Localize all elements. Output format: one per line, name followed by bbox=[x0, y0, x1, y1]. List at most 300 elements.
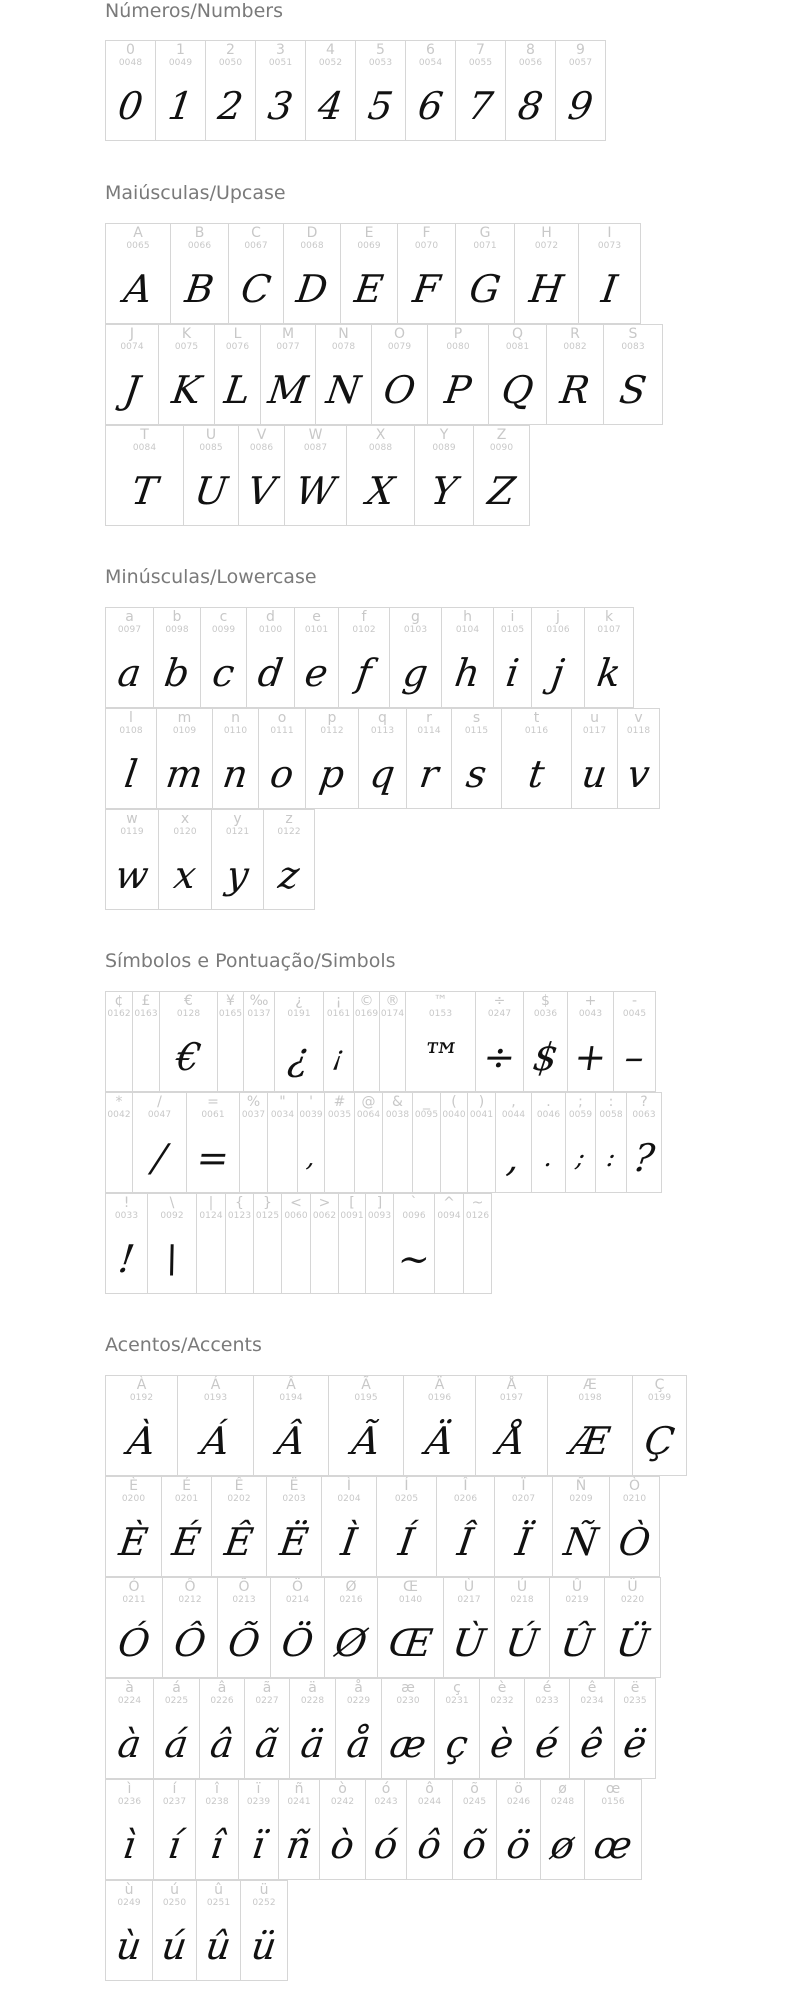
glyph-cell bbox=[195, 1779, 239, 1880]
glyph-preview: à bbox=[115, 1722, 144, 1766]
glyph-code-label: 0097 bbox=[117, 625, 142, 635]
glyph-cell bbox=[403, 1375, 476, 1476]
glyph-cell bbox=[105, 1193, 148, 1294]
glyph-cell bbox=[441, 607, 494, 708]
glyph-code-label: 0162 bbox=[107, 1009, 131, 1019]
glyph-code-label: 0236 bbox=[117, 1797, 142, 1807]
glyph-code-label: 0247 bbox=[487, 1009, 512, 1019]
glyph-character-label: d bbox=[266, 609, 275, 625]
glyph-preview: Ó bbox=[115, 1621, 153, 1665]
glyph-cell bbox=[244, 1678, 290, 1779]
glyph-character-label: v bbox=[634, 710, 643, 726]
glyph-cell bbox=[217, 1577, 271, 1678]
glyph-preview: A bbox=[121, 267, 155, 311]
glyph-cell bbox=[147, 1193, 197, 1294]
glyph-cell bbox=[294, 607, 339, 708]
glyph-code-label: 0122 bbox=[277, 827, 301, 837]
glyph-code-label: 0044 bbox=[501, 1110, 526, 1120]
glyph-cell bbox=[406, 708, 452, 809]
glyph-preview bbox=[353, 1026, 380, 1088]
section-title-numeros-numbers: Números/Numbers bbox=[105, 0, 283, 22]
glyph-cell bbox=[436, 1476, 495, 1577]
glyph-character-label: È bbox=[129, 1478, 138, 1494]
glyph-preview: Ú bbox=[502, 1621, 542, 1665]
glyph-preview: É bbox=[169, 1520, 204, 1564]
glyph-cell bbox=[393, 1193, 435, 1294]
glyph-character-label: ® bbox=[385, 993, 400, 1009]
glyph-character-label: ò bbox=[338, 1781, 347, 1797]
glyph-preview: O bbox=[380, 368, 419, 412]
glyph-cell bbox=[132, 991, 160, 1092]
glyph-code-label: 0073 bbox=[597, 241, 622, 251]
glyph-cell bbox=[267, 1092, 298, 1193]
glyph-preview: ? bbox=[630, 1136, 658, 1180]
glyph-preview: Q bbox=[498, 368, 537, 412]
glyph-code-label: 0075 bbox=[174, 342, 199, 352]
glyph-character-label: ¡ bbox=[335, 993, 342, 1009]
glyph-code-label: 0078 bbox=[331, 342, 356, 352]
glyph-character-label: Æ bbox=[583, 1377, 597, 1393]
glyph-preview: v bbox=[624, 752, 653, 796]
glyph-character-label: K bbox=[181, 326, 192, 342]
glyph-preview: 4 bbox=[315, 84, 346, 128]
glyph-cell bbox=[494, 1476, 553, 1577]
glyph-character-label: E bbox=[364, 225, 374, 241]
glyph-character-label: © bbox=[359, 993, 374, 1009]
glyph-character-label: P bbox=[453, 326, 463, 342]
glyph-preview: û bbox=[203, 1924, 234, 1968]
glyph-cell bbox=[105, 1092, 133, 1193]
glyph-preview bbox=[382, 1127, 413, 1189]
glyph-cell bbox=[609, 1476, 660, 1577]
glyph-preview: ô bbox=[414, 1823, 445, 1867]
glyph-character-label: Í bbox=[404, 1478, 409, 1494]
glyph-character-label: Û bbox=[571, 1579, 583, 1595]
glyph-character-label: Ò bbox=[628, 1478, 641, 1494]
glyph-character-label: Ö bbox=[291, 1579, 304, 1595]
glyph-character-label: ™ bbox=[433, 993, 448, 1009]
glyph-character-label: Ù bbox=[463, 1579, 475, 1595]
glyph-character-label: À bbox=[136, 1377, 147, 1393]
glyph-cell bbox=[376, 1476, 437, 1577]
glyph-preview: G bbox=[466, 267, 504, 311]
glyph-code-label: 0192 bbox=[129, 1393, 154, 1403]
glyph-cell bbox=[211, 809, 264, 910]
glyph-preview bbox=[310, 1228, 339, 1290]
glyph-cell bbox=[105, 1779, 154, 1880]
glyph-code-label: 0112 bbox=[320, 726, 344, 736]
glyph-character-label: â bbox=[217, 1680, 227, 1696]
glyph-cell bbox=[105, 1678, 154, 1779]
glyph-preview: è bbox=[487, 1722, 517, 1766]
glyph-code-label: 0198 bbox=[578, 1393, 602, 1403]
glyph-cell bbox=[289, 1678, 336, 1779]
glyph-cell bbox=[105, 40, 156, 141]
glyph-cell bbox=[186, 1092, 240, 1193]
glyph-character-label: o bbox=[277, 710, 287, 726]
glyph-cell bbox=[199, 1678, 245, 1779]
glyph-row bbox=[105, 1193, 491, 1294]
glyph-preview: Û bbox=[557, 1621, 597, 1665]
glyph-cell bbox=[488, 324, 547, 425]
glyph-preview: , bbox=[304, 1143, 318, 1173]
glyph-preview: ~ bbox=[394, 1237, 434, 1281]
glyph-preview: ! bbox=[115, 1237, 138, 1281]
glyph-preview: V bbox=[244, 469, 279, 513]
glyph-code-label: 0246 bbox=[506, 1797, 531, 1807]
glyph-preview: i bbox=[503, 651, 522, 695]
glyph-character-label: ä bbox=[308, 1680, 317, 1696]
glyph-code-label: 0053 bbox=[368, 58, 393, 68]
glyph-cell bbox=[531, 607, 585, 708]
glyph-code-label: 0153 bbox=[428, 1009, 453, 1019]
glyph-cell bbox=[475, 1375, 548, 1476]
glyph-character-label: 7 bbox=[476, 42, 485, 58]
glyph-cell bbox=[346, 425, 415, 526]
glyph-cell bbox=[196, 1880, 241, 1981]
glyph-character-label: T bbox=[140, 427, 149, 443]
glyph-preview bbox=[239, 1127, 268, 1189]
glyph-character-label: ñ bbox=[294, 1781, 304, 1797]
glyph-character-label: @ bbox=[361, 1094, 376, 1110]
glyph-character-label: 3 bbox=[276, 42, 285, 58]
glyph-cell bbox=[158, 809, 212, 910]
glyph-cell bbox=[412, 1092, 441, 1193]
glyph-preview: p bbox=[316, 752, 348, 796]
glyph-row bbox=[105, 1476, 659, 1577]
glyph-preview: ™ bbox=[418, 1035, 463, 1079]
glyph-cell bbox=[381, 1678, 435, 1779]
glyph-cell bbox=[238, 1779, 279, 1880]
glyph-code-label: 0174 bbox=[380, 1009, 405, 1019]
glyph-code-label: 0102 bbox=[352, 625, 376, 635]
glyph-character-label: X bbox=[375, 427, 386, 443]
glyph-cell bbox=[266, 1476, 322, 1577]
glyph-cell bbox=[159, 991, 218, 1092]
glyph-code-label: 0094 bbox=[437, 1211, 461, 1221]
glyph-character-label: Á bbox=[210, 1377, 221, 1393]
glyph-preview: Ò bbox=[615, 1520, 654, 1564]
glyph-character-label: m bbox=[177, 710, 192, 726]
glyph-preview bbox=[324, 1127, 355, 1189]
glyph-cell bbox=[263, 809, 315, 910]
glyph-character-label: Ë bbox=[289, 1478, 299, 1494]
glyph-preview: Õ bbox=[225, 1621, 263, 1665]
glyph-character-label: £ bbox=[141, 993, 151, 1009]
glyph-code-label: 0067 bbox=[244, 241, 268, 251]
glyph-cell bbox=[355, 40, 406, 141]
glyph-cell bbox=[297, 1092, 325, 1193]
glyph-code-label: 0105 bbox=[500, 625, 525, 635]
glyph-preview: P bbox=[442, 368, 474, 412]
glyph-character-label: + bbox=[584, 993, 597, 1009]
glyph-cell bbox=[335, 1678, 382, 1779]
glyph-code-label: 0110 bbox=[223, 726, 248, 736]
glyph-cell bbox=[105, 223, 171, 324]
glyph-code-label: 0043 bbox=[578, 1009, 603, 1019]
glyph-cell bbox=[214, 324, 261, 425]
glyph-code-label: 0092 bbox=[160, 1211, 184, 1221]
glyph-code-label: 0165 bbox=[218, 1009, 243, 1019]
glyph-preview bbox=[338, 1228, 366, 1290]
glyph-code-label: 0238 bbox=[205, 1797, 229, 1807]
glyph-cell bbox=[552, 1476, 610, 1577]
glyph-cell bbox=[505, 40, 556, 141]
glyph-code-label: 0093 bbox=[367, 1211, 392, 1221]
glyph-preview: B bbox=[182, 267, 217, 311]
glyph-cell bbox=[270, 1577, 325, 1678]
glyph-character-label: à bbox=[125, 1680, 134, 1696]
glyph-preview: Æ bbox=[567, 1419, 613, 1463]
glyph-cell bbox=[353, 991, 380, 1092]
glyph-character-label: é bbox=[542, 1680, 552, 1696]
glyph-cell bbox=[443, 1577, 495, 1678]
glyph-cell bbox=[132, 1092, 187, 1193]
glyph-cell bbox=[467, 1092, 496, 1193]
glyph-code-label: 0038 bbox=[385, 1110, 410, 1120]
glyph-cell bbox=[565, 1092, 596, 1193]
glyph-preview bbox=[379, 1026, 406, 1088]
glyph-preview: s bbox=[463, 752, 490, 796]
glyph-code-label: 0196 bbox=[427, 1393, 452, 1403]
glyph-character-label: u bbox=[590, 710, 599, 726]
glyph-preview: z bbox=[275, 853, 303, 897]
glyph-code-label: 0202 bbox=[227, 1494, 251, 1504]
glyph-cell bbox=[284, 425, 347, 526]
glyph-cell bbox=[105, 1577, 163, 1678]
glyph-preview: 8 bbox=[515, 84, 546, 128]
glyph-preview: u bbox=[579, 752, 610, 796]
glyph-cell bbox=[379, 991, 406, 1092]
glyph-code-label: 0086 bbox=[249, 443, 274, 453]
glyph-code-label: 0084 bbox=[132, 443, 157, 453]
glyph-character-label: a bbox=[125, 609, 134, 625]
glyph-preview: Œ bbox=[385, 1621, 436, 1665]
glyph-code-label: 0070 bbox=[414, 241, 439, 251]
glyph-code-label: 0083 bbox=[621, 342, 645, 352]
glyph-character-label: M bbox=[281, 326, 295, 342]
glyph-character-label: ^ bbox=[443, 1195, 455, 1211]
glyph-character-label: Œ bbox=[403, 1579, 418, 1595]
glyph-cell bbox=[531, 1092, 566, 1193]
glyph-code-label: 0048 bbox=[118, 58, 143, 68]
glyph-preview: e bbox=[302, 651, 331, 695]
glyph-cell bbox=[183, 425, 239, 526]
glyph-cell bbox=[162, 1577, 218, 1678]
glyph-character-label: Ì bbox=[346, 1478, 352, 1494]
glyph-character-label: ï bbox=[256, 1781, 261, 1797]
glyph-preview bbox=[467, 1127, 496, 1189]
glyph-cell bbox=[440, 1092, 468, 1193]
glyph-preview: € bbox=[173, 1035, 204, 1079]
glyph-cell bbox=[305, 40, 356, 141]
glyph-character-label: ô bbox=[425, 1781, 434, 1797]
glyph-code-label: 0113 bbox=[370, 726, 395, 736]
glyph-row bbox=[105, 1092, 661, 1193]
glyph-code-label: 0204 bbox=[337, 1494, 361, 1504]
glyph-code-label: 0034 bbox=[270, 1110, 295, 1120]
glyph-cell bbox=[524, 1678, 570, 1779]
glyph-preview: 2 bbox=[215, 84, 246, 128]
glyph-code-label: 0045 bbox=[622, 1009, 647, 1019]
glyph-character-label: A bbox=[133, 225, 143, 241]
glyph-character-label: å bbox=[354, 1680, 363, 1696]
glyph-preview bbox=[196, 1228, 226, 1290]
glyph-cell bbox=[274, 991, 324, 1092]
glyph-preview: Ï bbox=[512, 1520, 535, 1564]
glyph-character-label: Â bbox=[286, 1377, 296, 1393]
glyph-code-label: 0251 bbox=[206, 1898, 231, 1908]
glyph-cell bbox=[319, 1779, 366, 1880]
glyph-code-label: 0169 bbox=[354, 1009, 379, 1019]
glyph-character-label: ó bbox=[381, 1781, 391, 1797]
glyph-character-label: Î bbox=[463, 1478, 468, 1494]
glyph-character-label: ? bbox=[640, 1094, 648, 1110]
glyph-character-label: : bbox=[608, 1094, 614, 1110]
glyph-character-label: Q bbox=[511, 326, 524, 342]
glyph-preview: / bbox=[150, 1136, 169, 1180]
glyph-cell bbox=[105, 1375, 178, 1476]
glyph-preview: Ù bbox=[449, 1621, 489, 1665]
glyph-code-label: 0211 bbox=[122, 1595, 146, 1605]
glyph-character-label: Ã bbox=[361, 1377, 371, 1393]
glyph-code-label: 0205 bbox=[394, 1494, 419, 1504]
glyph-cell bbox=[455, 223, 515, 324]
glyph-preview bbox=[434, 1228, 464, 1290]
glyph-code-label: 0091 bbox=[340, 1211, 364, 1221]
glyph-character-label: ê bbox=[587, 1680, 597, 1696]
glyph-cell bbox=[452, 1779, 497, 1880]
glyph-cell bbox=[153, 1678, 200, 1779]
glyph-cell bbox=[365, 1779, 407, 1880]
glyph-cell bbox=[258, 708, 306, 809]
glyph-cell bbox=[414, 425, 474, 526]
glyph-code-label: 0237 bbox=[162, 1797, 187, 1807]
glyph-preview: L bbox=[221, 368, 254, 412]
glyph-code-label: 0242 bbox=[330, 1797, 355, 1807]
glyph-preview: ä bbox=[298, 1722, 327, 1766]
glyph-preview: Z bbox=[485, 469, 518, 513]
glyph-code-label: 0224 bbox=[117, 1696, 142, 1706]
glyph-cell bbox=[323, 991, 354, 1092]
glyph-code-label: 0072 bbox=[534, 241, 559, 251]
glyph-cell bbox=[549, 1577, 605, 1678]
glyph-code-label: 0116 bbox=[524, 726, 549, 736]
glyph-character-label: 2 bbox=[226, 42, 235, 58]
glyph-cell bbox=[365, 1193, 394, 1294]
glyph-code-label: 0207 bbox=[511, 1494, 536, 1504]
glyph-preview: I bbox=[598, 267, 621, 311]
glyph-cell bbox=[494, 1577, 550, 1678]
glyph-cell bbox=[495, 1092, 532, 1193]
glyph-character-label: C bbox=[251, 225, 261, 241]
glyph-character-label: - bbox=[631, 993, 638, 1009]
glyph-code-label: 0085 bbox=[199, 443, 223, 453]
glyph-character-label: w bbox=[126, 811, 138, 827]
glyph-cell bbox=[324, 1092, 355, 1193]
glyph-cell bbox=[405, 991, 476, 1092]
glyph-code-label: 0098 bbox=[165, 625, 189, 635]
glyph-code-label: 0216 bbox=[339, 1595, 363, 1605]
glyph-preview: 5 bbox=[365, 84, 396, 128]
glyph-code-label: 0195 bbox=[354, 1393, 378, 1403]
glyph-code-label: 0234 bbox=[580, 1696, 604, 1706]
glyph-character-label: % bbox=[246, 1094, 261, 1110]
glyph-code-label: 0115 bbox=[464, 726, 489, 736]
glyph-preview bbox=[105, 1127, 133, 1189]
glyph-character-label: Ü bbox=[627, 1579, 638, 1595]
glyph-cell bbox=[569, 1678, 615, 1779]
glyph-code-label: 0040 bbox=[442, 1110, 466, 1120]
glyph-character-label: e bbox=[312, 609, 321, 625]
glyph-character-label: q bbox=[378, 710, 387, 726]
glyph-cell bbox=[239, 1092, 268, 1193]
glyph-code-label: 0118 bbox=[626, 726, 651, 736]
glyph-code-label: 0111 bbox=[270, 726, 294, 736]
glyph-cell bbox=[158, 324, 215, 425]
glyph-code-label: 0081 bbox=[505, 342, 530, 352]
glyph-row bbox=[105, 40, 605, 141]
glyph-preview: U bbox=[191, 469, 231, 513]
glyph-character-label: r bbox=[426, 710, 432, 726]
glyph-character-label: G bbox=[479, 225, 491, 241]
glyph-preview: é bbox=[532, 1722, 562, 1766]
glyph-cell bbox=[305, 708, 359, 809]
glyph-preview: f bbox=[353, 651, 375, 695]
glyph-character-label: k bbox=[604, 609, 614, 625]
glyph-code-label: 0125 bbox=[255, 1211, 280, 1221]
glyph-code-label: 0217 bbox=[457, 1595, 481, 1605]
glyph-code-label: 0056 bbox=[518, 58, 543, 68]
glyph-code-label: 0051 bbox=[268, 58, 293, 68]
glyph-character-label: x bbox=[180, 811, 190, 827]
glyph-preview: D bbox=[293, 267, 331, 311]
glyph-character-label: û bbox=[214, 1882, 223, 1898]
glyph-code-label: 0046 bbox=[536, 1110, 561, 1120]
glyph-preview: Á bbox=[198, 1419, 233, 1463]
glyph-code-label: 0074 bbox=[120, 342, 144, 352]
glyph-cell bbox=[153, 1779, 196, 1880]
glyph-cell bbox=[617, 708, 660, 809]
glyph-cell bbox=[328, 1375, 404, 1476]
glyph-preview: ê bbox=[577, 1722, 607, 1766]
glyph-character-label: ¥ bbox=[226, 993, 235, 1009]
glyph-preview: = bbox=[193, 1136, 233, 1180]
glyph-character-label: | bbox=[208, 1195, 214, 1211]
glyph-preview: î bbox=[207, 1823, 227, 1867]
glyph-cell bbox=[406, 1779, 453, 1880]
glyph-character-label: É bbox=[182, 1478, 191, 1494]
glyph-code-label: 0201 bbox=[174, 1494, 199, 1504]
glyph-character-label: ù bbox=[124, 1882, 134, 1898]
glyph-cell bbox=[493, 607, 532, 708]
glyph-preview: ñ bbox=[283, 1823, 315, 1867]
glyph-preview bbox=[412, 1127, 441, 1189]
glyph-character-label: õ bbox=[470, 1781, 479, 1797]
glyph-code-label: 0041 bbox=[469, 1110, 494, 1120]
glyph-preview bbox=[253, 1228, 282, 1290]
glyph-code-label: 0077 bbox=[276, 342, 300, 352]
glyph-character-label: # bbox=[333, 1094, 346, 1110]
glyph-code-label: 0065 bbox=[126, 241, 150, 251]
glyph-cell bbox=[632, 1375, 687, 1476]
glyph-code-label: 0103 bbox=[403, 625, 428, 635]
glyph-code-label: 0233 bbox=[535, 1696, 559, 1706]
glyph-character-label: ¢ bbox=[114, 993, 124, 1009]
glyph-preview: o bbox=[267, 752, 297, 796]
glyph-preview bbox=[105, 1026, 133, 1088]
glyph-character-label: n bbox=[231, 710, 240, 726]
